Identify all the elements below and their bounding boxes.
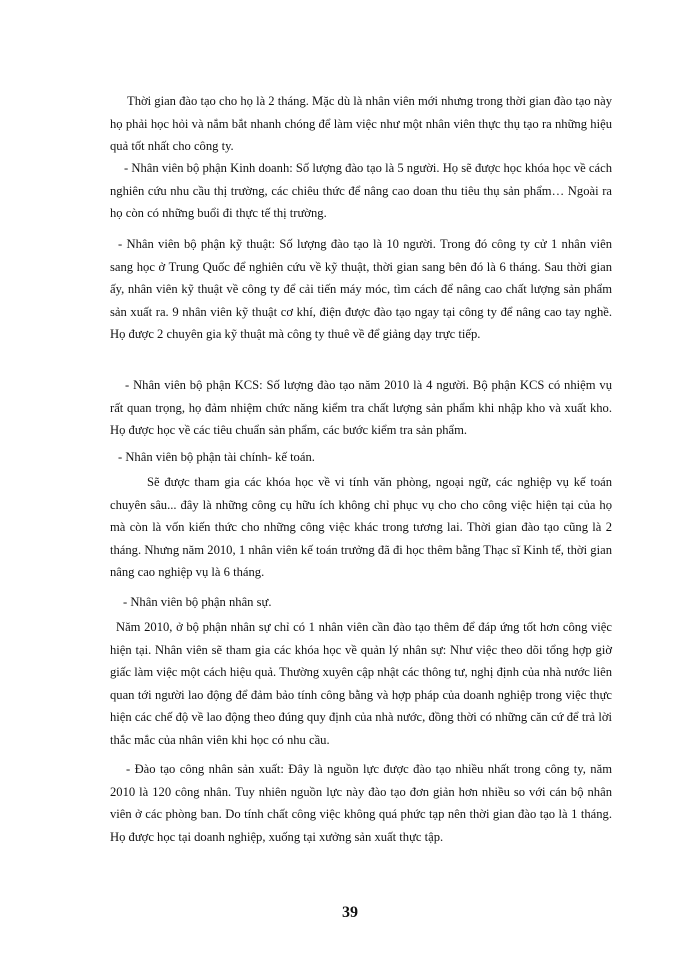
paragraph-technical-department: - Nhân viên bộ phận kỹ thuật: Số lượng đào tạo là 10 người. Trong đó công ty cử 1 nhân viên sang học ở Trung Quốc để nghiên cứu về kỹ thuật, thời gian sang bên đó là 6 tháng. Sau thời gian ấy, nhân viên kỹ thuật về công ty để cải tiến máy móc, tìm cách để nâng cao chất lượng sản phẩm sản xuất ra. 9 nhân viên kỹ thuật cơ khí, điện được đào tạo ngay tại công ty để nâng cao tay nghề. Họ được 2 chuyên gia kỹ thuật mà công ty thuê về để giảng dạy trực tiếp. (110, 237, 612, 342)
paragraph-business-department: - Nhân viên bộ phận Kinh doanh: Số lượng đào tạo là 5 người. Họ sẽ được học khóa học về cách nghiên cứu nhu cầu thị trường, các chiêu thức để nâng cao doan thu tiêu thụ sản phẩm… Ngoài ra họ còn có những buổi đi thực tế thị trường. (110, 161, 612, 221)
paragraph-production-workers: - Đào tạo công nhân sản xuất: Đây là nguồn lực được đào tạo nhiều nhất trong công ty, năm 2010 là 120 công nhân. Tuy nhiên nguồn lực này đào tạo đơn giản hơn nhiều so với cán bộ nhân viên ở các phòng ban. Do tính chất công việc không quá phức tạp nên thời gian đào tạo là 1 tháng. Họ được học tại doanh nghiệp, xuống tại xưởng sản xuất thực tập. (110, 762, 612, 844)
page-number: 39 (342, 904, 358, 921)
paragraph-hr-heading: - Nhân viên bộ phận nhân sự. (123, 595, 272, 609)
paragraph-finance-heading: - Nhân viên bộ phận tài chính- kế toán. (118, 450, 315, 464)
paragraph-finance-details: Sẽ được tham gia các khóa học về vi tính văn phòng, ngoại ngữ, các nghiệp vụ kế toán chuyên sâu... đây là những công cụ hữu ích không chỉ phục vụ cho cho công việc hiện tại của họ mà còn là vốn kiến thức cho những công việc khác trong tương lai. Thời gian đào tạo cũng là 2 tháng. Nhưng năm 2010, 1 nhân viên kế toán trưởng đã đi học thêm bằng Thạc sĩ Kinh tế, thời gian nâng cao nghiệp vụ là 6 tháng. (110, 475, 612, 580)
paragraph-training-duration: Thời gian đào tạo cho họ là 2 tháng. Mặc dù là nhân viên mới nhưng trong thời gian đào tạo này họ phải học hỏi và nắm bắt nhanh chóng để làm việc như một nhân viên thực thụ tạo ra những hiệu quả tốt nhất cho công ty. (110, 94, 612, 154)
paragraph-kcs-department: - Nhân viên bộ phận KCS: Số lượng đào tạo năm 2010 là 4 người. Bộ phận KCS có nhiệm vụ rất quan trọng, họ đảm nhiệm chức năng kiểm tra chất lượng sản phẩm khi nhập kho và xuất kho. Họ được học về các tiêu chuẩn sản phẩm, các bước kiểm tra sản phẩm. (110, 378, 612, 438)
paragraph-hr-details: Năm 2010, ở bộ phận nhân sự chỉ có 1 nhân viên cần đào tạo thêm để đáp ứng tốt hơn công việc hiện tại. Nhân viên sẽ tham gia các khóa học về quản lý nhân sự: Như việc theo dõi tổng hợp giờ giấc làm việc một cách hiệu quả. Thường xuyên cập nhật các thông tư, nghị định của nhà nước liên quan tới người lao động để đảm bảo tính công bằng và hợp pháp của doanh nghiệp trong việc thực hiện các chế độ về lao động theo đúng quy định của nhà nước, đồng thời có những căn cứ để trả lời thắc mắc của nhân viên khi học có nhu cầu. (110, 620, 612, 747)
